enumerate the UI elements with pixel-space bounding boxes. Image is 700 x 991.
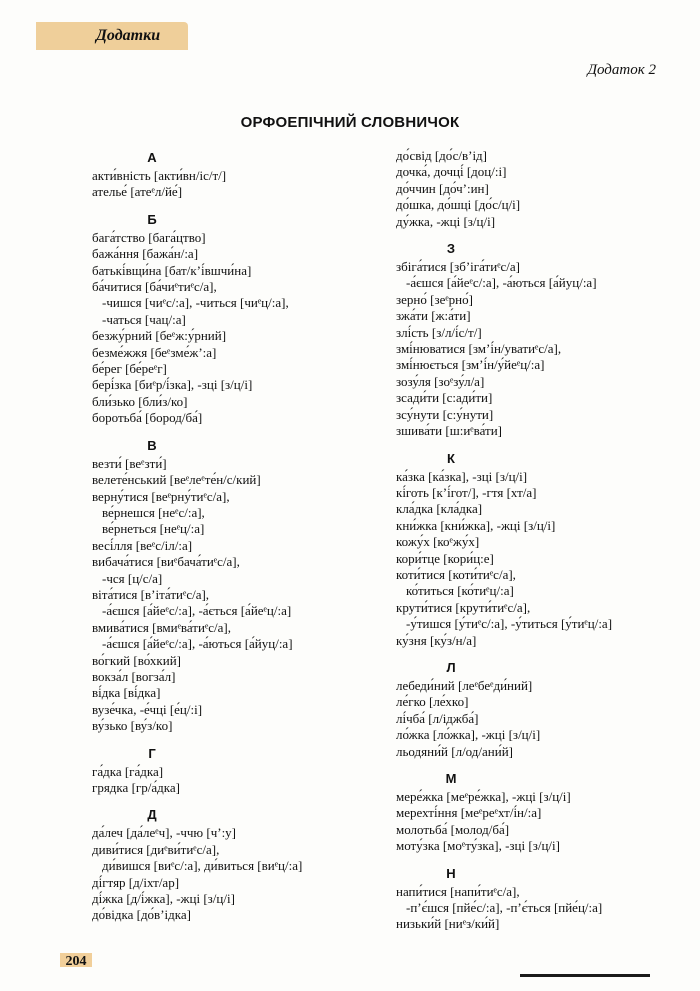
dictionary-entry: бері́зка [биᵉр/і́зка], -зці [з/ц/і] — [92, 377, 253, 393]
dictionary-entry: батькі́вщи́на [бат/к’і́вшчи́на] — [92, 262, 252, 278]
dictionary-entry: безжу́рний [беᵉж:у́рний] — [92, 328, 227, 344]
dictionary-entry: мерехті́ння [меᵉреᵉхт/і́н/:а] — [396, 805, 542, 821]
dictionary-entry: напи́тися [напи́тиᵉс/а], — [396, 883, 520, 899]
dictionary-column-right — [396, 148, 676, 933]
dictionary-entry: вокза́л [вогза́л] — [92, 668, 176, 684]
section-gap — [396, 440, 676, 449]
dictionary-entry: ву́зько [ву́з/ко] — [92, 718, 173, 734]
dictionary-entry: до́шка, до́шці [до́с/ц/і] — [396, 197, 521, 213]
dictionary-entry: -чаться [чац/:а] — [102, 311, 186, 327]
section-gap — [396, 230, 676, 239]
letter-heading: Н — [446, 865, 456, 881]
dictionary-entry: бе́рег [бе́реᵉг] — [92, 361, 167, 377]
dictionary-entry: кі́готь [к’і́гот/], -гтя [хт/а] — [396, 484, 537, 500]
dictionary-entry: ателье́ [атеᵉл/йе́] — [92, 184, 183, 200]
dictionary-entry: лі́чба́ [л/іджба́] — [396, 710, 479, 726]
dictionary-entry: -а́єшся [а́йеᵉс/:а], -а́ються [а́йуц/:а] — [406, 275, 597, 291]
section-gap — [396, 760, 676, 769]
dictionary-entry: кла́дка [кла́дка] — [396, 501, 483, 517]
section-gap — [396, 855, 676, 864]
dictionary-entry: ві́дка [ві́дка] — [92, 685, 161, 701]
dictionary-entry: верну́тися [веᵉрну́тиᵉс/а], — [92, 488, 230, 504]
dictionary-entry: моту́зка [моᵉту́зка], -зці [з/ц/і] — [396, 838, 560, 854]
dictionary-entry: га́дка [га́дка] — [92, 763, 164, 779]
dictionary-entry: -а́єшся [а́йеᵉс/:а], -а́ється [а́йеᵉц/:а] — [102, 603, 292, 619]
dictionary-column-left — [92, 148, 392, 924]
letter-heading: З — [446, 241, 456, 257]
dictionary-entry: ба́читися [ба́чиᵉтиᵉс/а], — [92, 279, 217, 295]
dictionary-entry: вузе́чка, -е́чці [е́ц/:і] — [92, 701, 203, 717]
dictionary-entry: мере́жка [меᵉре́жка], -жці [з/ц/і] — [396, 789, 571, 804]
dictionary-entry: ді́жка [д/і́жка], -жці [з/ц/і] — [92, 891, 235, 907]
letter-heading: М — [445, 771, 457, 786]
dictionary-entry: диви́тися [диᵉви́тиᵉс/а], — [92, 841, 220, 857]
dictionary-entry: вмива́тися [вмиᵉва́тиᵉс/а], — [92, 619, 232, 635]
dictionary-entry: змі́нюється [зм’і́н/у́йеᵉц/:а] — [396, 357, 545, 373]
dictionary-entry: бажа́ння [бажа́н/:а] — [92, 246, 199, 262]
dictionary-entry: безме́жжя [беᵉзме́ж’:а] — [92, 344, 217, 360]
dictionary-entry: везти́ [веᵉзти́] — [92, 455, 167, 471]
letter-heading: Г — [148, 745, 156, 761]
section-header-tab — [36, 22, 188, 50]
dictionary-entry: змі́нюватися [зм’і́н/уватиᵉс/а], — [396, 341, 562, 357]
dictionary-entry: віта́тися [в’іта́тиᵉс/а], — [92, 586, 210, 602]
dictionary-entry: -а́єшся [а́йеᵉс/:а], -а́ються [а́йуц/:а] — [102, 636, 293, 652]
bottom-rule — [520, 974, 650, 977]
dictionary-entry: зжа́ти [ж:а́ти] — [396, 308, 471, 324]
dictionary-entry: ку́зня [ку́з/н/а] — [396, 632, 477, 648]
dictionary-entry: зшива́ти [ш:иᵉва́ти] — [396, 423, 502, 439]
dictionary-entry: коти́тися [коти́тиᵉс/а], — [396, 566, 516, 582]
letter-heading: Л — [446, 659, 456, 675]
letter-heading: Б — [147, 211, 157, 227]
letter-heading: К — [447, 450, 455, 466]
dictionary-entry: да́леч [да́леᵉч], -ччю [ч’:у] — [92, 825, 237, 841]
dictionary-entry: -чся [ц/с/а] — [102, 570, 163, 586]
dictionary-entry: зозу́ля [зоᵉзу́л/а] — [396, 373, 485, 389]
dictionary-entry: ле́гко [ле́хко] — [396, 694, 469, 710]
dictionary-entry: ді́гтяр [д/іхт/ар] — [92, 874, 180, 890]
dictionary-entry: зерно́ [зеᵉрно́] — [396, 291, 473, 307]
dictionary-entry: до́ччин [до́ч’:ин] — [396, 180, 489, 196]
dictionary-entry: зсади́ти [с:ади́ти] — [396, 390, 493, 406]
dictionary-entry: -п’є́шся [пйе́с/:а], -п’є́ться [пйе́ц/:а] — [406, 900, 603, 916]
appendix-label: Додаток 2 — [587, 62, 656, 78]
section-title: Додатки — [96, 27, 161, 44]
dictionary-entry: ве́рнеться [неᵉц/:а] — [102, 521, 205, 537]
section-gap — [92, 735, 392, 744]
dictionary-entry: вибача́тися [виᵉбача́тиᵉс/а], — [92, 554, 240, 570]
dictionary-entry: кори́тце [кори́ц:е] — [396, 550, 494, 566]
dictionary-entry: лебеди́ний [леᵉбеᵉди́ний] — [396, 677, 533, 693]
dictionary-entry: -у́тишся [у́тиᵉс/:а], -у́титься [у́тиᵉц/:а] — [406, 616, 613, 632]
dictionary-entry: до́відка [до́в’ідка] — [92, 907, 191, 923]
dictionary-entry: дочка́, дочці́ [доц/:і] — [396, 164, 507, 180]
dictionary-entry: ди́вишся [виᵉс/:а], ди́виться [виᵉц/:а] — [102, 858, 303, 874]
dictionary-entry: молотьба́ [молод/ба́] — [396, 821, 510, 837]
dictionary-entry: велете́нський [веᵉлеᵉте́н/с/кий] — [92, 472, 261, 488]
letter-heading: А — [147, 150, 157, 165]
page-number: 204 — [60, 953, 92, 967]
dictionary-entry: крути́тися [крути́тиᵉс/а], — [396, 599, 531, 615]
dictionary-entry: во́гкий [во́хкий] — [92, 652, 181, 668]
section-gap — [92, 201, 392, 210]
letter-heading: Д — [147, 807, 157, 823]
dictionary-entry: бли́зько [бли́з/ко] — [92, 393, 188, 409]
dictionary-entry: -чишся [чиᵉс/:а], -читься [чиᵉц/:а], — [102, 295, 289, 311]
dictionary-entry: ду́жка, -жці [з/ц/і] — [396, 213, 496, 229]
dictionary-entry: боротьба́ [бород/ба́] — [92, 410, 203, 426]
dictionary-entry: акти́вність [акти́вн/іс/т/] — [92, 168, 227, 183]
dictionary-entry: ка́зка [ка́зка], -зці [з/ц/і] — [396, 468, 528, 484]
dictionary-entry: злі́сть [з/л/і́с/т/] — [396, 324, 482, 340]
dictionary-entry: льодяни́й [л/од/ани́й] — [396, 743, 514, 759]
page-title: ОРФОЕПІЧНИЙ СЛОВНИЧОК — [240, 114, 460, 131]
dictionary-entry: ве́рнешся [неᵉс/:а], — [102, 504, 205, 520]
dictionary-entry: весі́лля [веᵉс/іл/:а] — [92, 537, 193, 553]
dictionary-entry: зсу́нути [с:у́нути] — [396, 406, 494, 422]
dictionary-entry: збіга́тися [зб’іга́тиᵉс/а] — [396, 259, 521, 275]
dictionary-entry: до́свід [до́с/в’ід] — [396, 148, 487, 163]
dictionary-entry: низьки́й [ниᵉз/ки́й] — [396, 916, 500, 932]
dictionary-entry: грядка [гр/а́дка] — [92, 780, 180, 795]
dictionary-entry: ко́титься [ко́тиᵉц/:а] — [406, 583, 514, 599]
dictionary-entry: бага́тство [бага́цтво] — [92, 229, 206, 245]
section-gap — [92, 796, 392, 805]
dictionary-entry: кни́жка [кни́жка], -жці [з/ц/і] — [396, 517, 556, 533]
section-gap — [92, 427, 392, 436]
dictionary-entry: кожу́х [коᵉжу́х] — [396, 534, 480, 550]
dictionary-entry: ло́жка [ло́жка], -жці [з/ц/і] — [396, 727, 541, 743]
letter-heading: В — [147, 437, 157, 453]
section-gap — [396, 649, 676, 658]
